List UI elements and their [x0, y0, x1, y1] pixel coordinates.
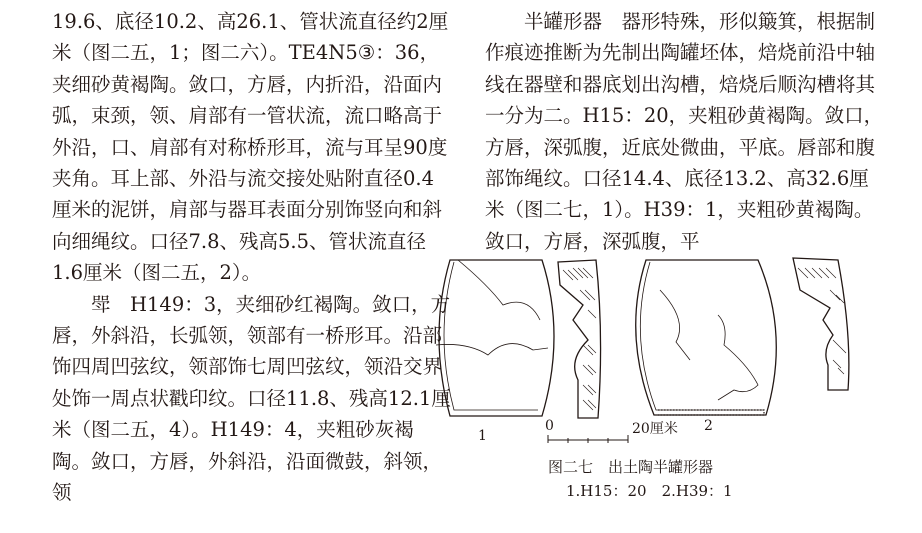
left-text-column	[52, 6, 452, 509]
vessel-2-fracture-lines	[660, 290, 758, 400]
scale-bar	[548, 435, 628, 443]
figure-caption-title: 图二七 出土陶半罐形器	[548, 458, 714, 476]
vessel-1-section	[558, 260, 601, 418]
scale-end-label: 20厘米	[632, 421, 678, 437]
right-paragraph-1: 半罐形器 器形特殊，形似簸箕，根据制作痕迹推断为先制出陶罐坯体，焙烧前沿中轴线在器壁和器底划出沟槽，焙烧后顺沟槽将其一分为二。H15：20，夹粗砂黄褐陶。敛口，方唇，深弧腹，近底处微曲，平底。唇部和腹部饰绳纹。口径14.4、底径13.2、高32.6厘米（图二七，1）。H39：1，夹粗砂黄褐陶。敛口，方唇，深弧腹，平	[485, 10, 884, 253]
vessel-1-inner-wall	[444, 262, 538, 410]
vessel-2-base-cord	[658, 410, 764, 415]
vessel-1-cord-marks	[563, 268, 596, 410]
vessel-2-outline	[636, 260, 777, 415]
left-paragraph-2: 斝 H149：3，夹细砂红褐陶。敛口，方唇，外斜沿，长弧领，领部有一桥形耳。沿部饰四周凹弦纹，领部饰七周凹弦纹，领沿交界处饰一周点状戳印纹。口径11.8、残高12.1厘米（图二五，4）。H149：4，夹粗砂灰褐陶。敛口，方唇，外斜沿，沿面微鼓，斜领，领	[52, 292, 451, 505]
scale-zero-label: 0	[545, 418, 554, 434]
right-text-column	[485, 6, 885, 257]
vessel-2-inner-wall	[640, 262, 764, 410]
figure-label-2: 2	[704, 418, 713, 434]
vessel-1-outline	[439, 260, 554, 416]
figure-label-1: 1	[478, 428, 487, 444]
vessel-1-fracture-lines	[436, 260, 548, 355]
figure-caption-sub: 1.H15：20 2.H39：1	[566, 482, 733, 500]
left-paragraph-1: 19.6、底径10.2、高26.1、管状流直径约2厘米（图二五，1；图二六）。TE4N5③：36，夹细砂黄褐陶。敛口，方唇，内折沿，沿面内弧，束颈，领、肩部有一管状流，流口略高于外沿，口、肩部有对称桥形耳，流与耳呈90度夹角。耳上部、外沿与流交接处贴附直径0.4厘米的泥饼，肩部与器耳表面分别饰竖向和斜向细绳纹。口径7.8、残高5.5、管状流直径1.6厘米（图二五，2）。	[52, 10, 449, 285]
pottery-figure	[428, 250, 922, 529]
vessel-2-cord-marks	[798, 268, 846, 374]
